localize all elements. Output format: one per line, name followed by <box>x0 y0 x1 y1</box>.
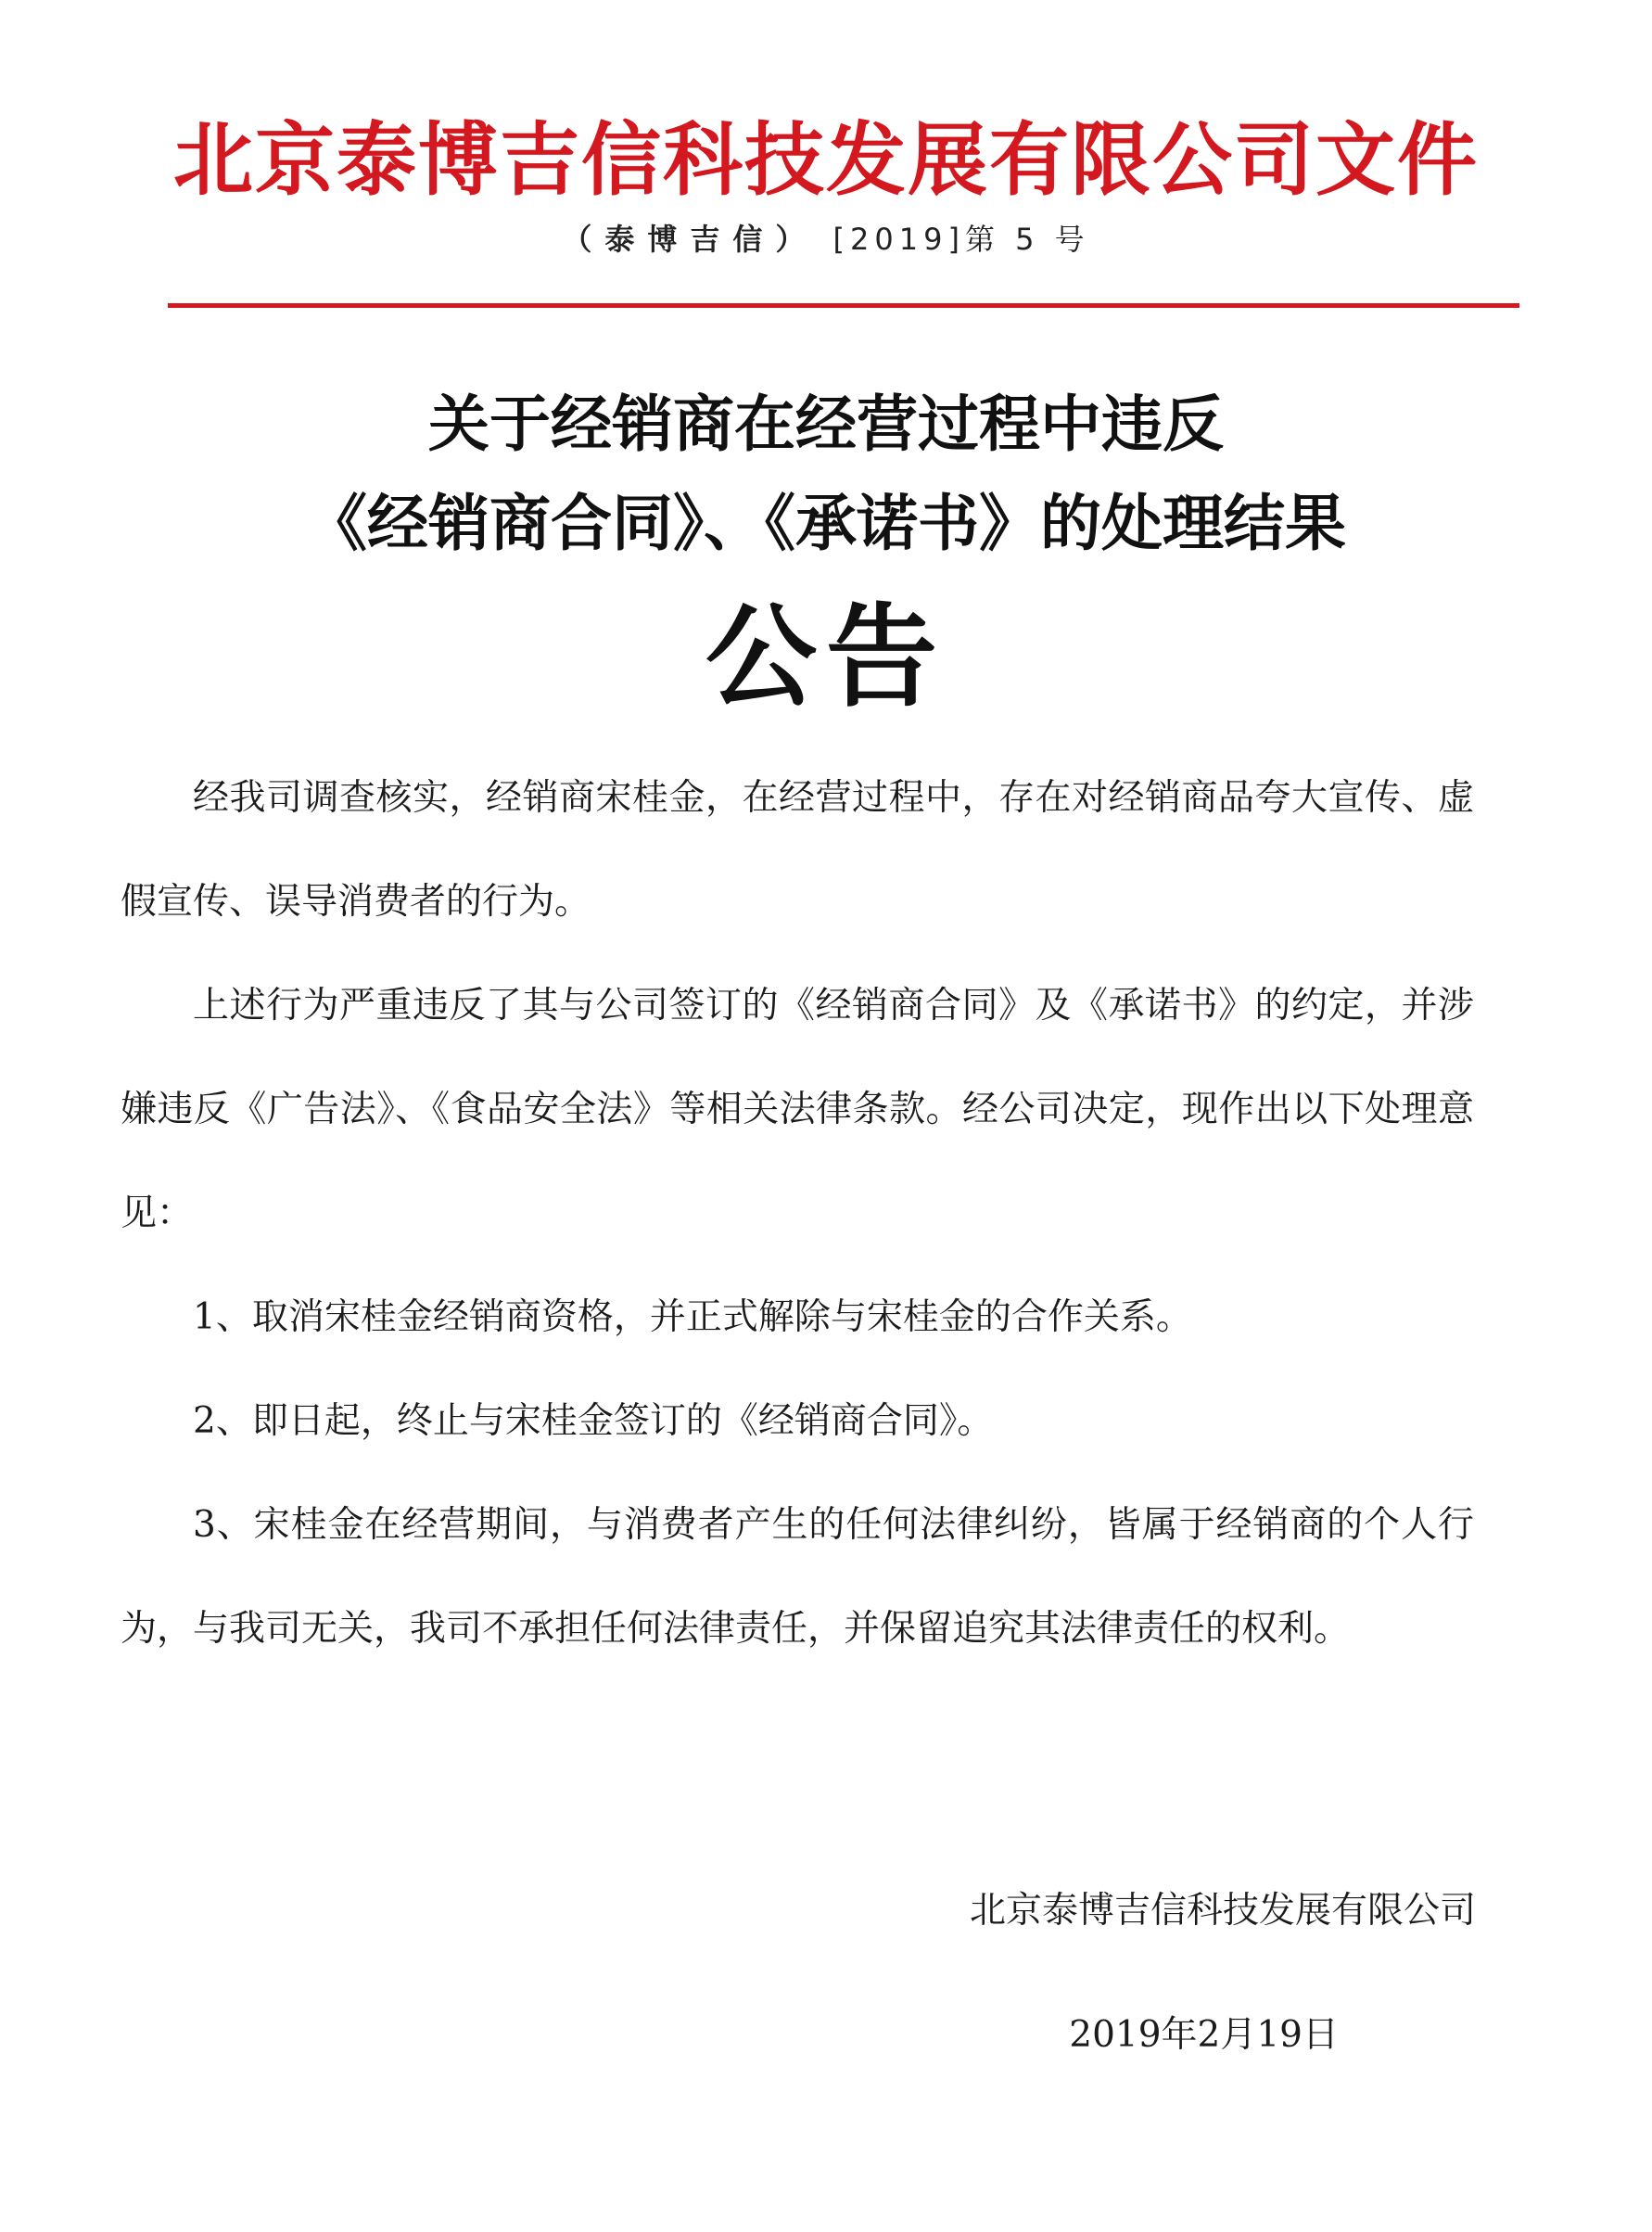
header-red-rule <box>168 303 1519 308</box>
subject-line-1: 关于经销商在经营过程中违反 <box>428 389 1224 460</box>
document-header-title: 北京泰博吉信科技发展有限公司文件 <box>173 114 1479 207</box>
document-body <box>121 746 1474 1681</box>
body-paragraph: 1、取消宋桂金经销商资格，并正式解除与宋桂金的合作关系。 <box>193 1296 1192 1338</box>
document-issuer-abbrev: （泰博吉信） <box>562 222 819 257</box>
subject-line-2: 《经销商合同》、《承诺书》的处理结果 <box>306 488 1346 559</box>
signature-date: 2019年2月19日 <box>1069 2014 1339 2056</box>
body-paragraph: 经我司调查核实，经销商宋桂金，在经营过程中，存在对经销商品夸大宣传、虚假宣传、误导消费者的行为。 <box>121 777 1474 923</box>
notice-heading: 公告 <box>705 593 947 722</box>
body-paragraph: 上述行为严重违反了其与公司签订的《经销商合同》及《承诺书》的约定，并涉嫌违反《广告法》、《食品安全法》等相关法律条款。经公司决定，现作出以下处理意见： <box>121 985 1474 1234</box>
signature-company: 北京泰博吉信科技发展有限公司 <box>969 1890 1476 1932</box>
document-number <box>0 219 1652 260</box>
body-paragraph: 3、宋桂金在经营期间，与消费者产生的任何法律纠纷，皆属于经销商的个人行为，与我司无关，我司不承担任何法律责任，并保留追究其法律责任的权利。 <box>121 1504 1474 1650</box>
body-paragraph: 2、即日起，终止与宋桂金签订的《经销商合同》。 <box>193 1400 994 1442</box>
document-serial: [2019]第 5 号 <box>832 222 1090 257</box>
